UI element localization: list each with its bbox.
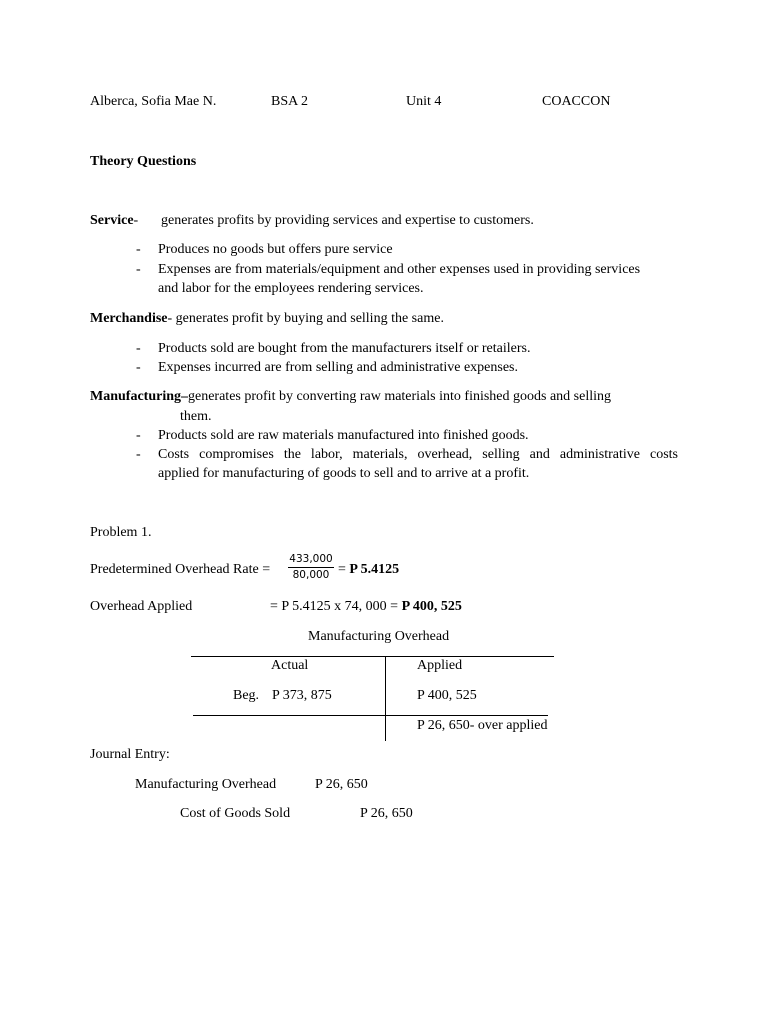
problem-title: Problem 1.	[90, 525, 152, 540]
manufacturing-bullet-1: Products sold are raw materials manufactured into finished goods.	[158, 428, 529, 443]
service-bullet-2-cont: and labor for the employees rendering services.	[158, 281, 424, 296]
overhead-applied-label: Overhead Applied	[90, 599, 193, 614]
t-account-vertical-rule	[385, 656, 386, 741]
t-account-left-value: P 373, 875	[272, 688, 332, 703]
pohr-numerator: 433,000	[289, 553, 333, 565]
service-definition: generates profits by providing services and expertise to customers.	[161, 213, 534, 228]
subject-code: COACCON	[542, 94, 611, 109]
bullet-dash: -	[136, 360, 141, 375]
overhead-applied-result: P 400, 525	[401, 599, 462, 614]
manufacturing-term: Manufacturing–	[90, 389, 188, 404]
pohr-fraction	[288, 553, 334, 582]
bullet-dash: -	[136, 242, 141, 257]
manufacturing-definition: generates profit by converting raw materials into finished goods and selling	[188, 389, 612, 404]
t-account-left-header: Actual	[271, 658, 309, 673]
t-account-balance: P 26, 650- over applied	[417, 718, 548, 733]
service-definition-line	[90, 212, 138, 230]
bullet-dash: -	[136, 428, 141, 443]
service-bullet-2: Expenses are from materials/equipment and other expenses used in providing services	[158, 262, 641, 277]
student-name: Alberca, Sofia Mae N.	[90, 94, 217, 109]
manufacturing-bullet-2: Costs compromises the labor, materials, overhead, selling and administrative costs	[158, 447, 678, 462]
fraction-bar	[288, 567, 334, 568]
journal-debit-account: Manufacturing Overhead	[135, 777, 277, 792]
merchandise-line	[90, 310, 444, 328]
course-section: BSA 2	[271, 94, 308, 109]
t-account-right-value: P 400, 525	[417, 688, 477, 703]
merchandise-bullet-1: Products sold are bought from the manufacturers itself or retailers.	[158, 341, 531, 356]
bullet-dash: -	[136, 262, 141, 277]
pohr-denominator: 80,000	[292, 569, 330, 581]
bullet-dash: -	[136, 447, 141, 462]
pohr-result-line	[338, 561, 399, 579]
merchandise-term: Merchandise	[90, 311, 168, 326]
manufacturing-bullet-2-cont: applied for manufacturing of goods to sell and to arrive at a profit.	[158, 466, 530, 481]
merchandise-bullet-2: Expenses incurred are from selling and administrative expenses.	[158, 360, 518, 375]
bullet-dash: -	[136, 341, 141, 356]
t-account-title: Manufacturing Overhead	[308, 629, 450, 644]
t-account-right-header: Applied	[417, 658, 463, 673]
unit-label: Unit 4	[406, 94, 442, 109]
theory-title: Theory Questions	[90, 154, 197, 169]
t-account-top-rule	[191, 656, 554, 657]
overhead-applied-line	[270, 598, 462, 616]
manufacturing-line	[90, 388, 611, 406]
overhead-applied-calc: = P 5.4125 x 74, 000 =	[270, 599, 399, 614]
merchandise-definition: - generates profit by buying and selling the same.	[167, 311, 444, 326]
journal-debit-amount: P 26, 650	[315, 777, 368, 792]
service-term: Service	[90, 213, 134, 228]
manufacturing-definition-cont: them.	[180, 409, 212, 424]
journal-credit-account: Cost of Goods Sold	[180, 806, 291, 821]
service-separator: -	[133, 213, 139, 228]
pohr-label: Predetermined Overhead Rate =	[90, 562, 271, 577]
t-account-beg-label: Beg.	[233, 688, 260, 703]
service-bullet-1: Produces no goods but offers pure service	[158, 242, 393, 257]
pohr-result: P 5.4125	[349, 562, 400, 577]
pohr-equals: =	[338, 562, 346, 577]
t-account-total-rule	[193, 715, 548, 716]
journal-credit-amount: P 26, 650	[360, 806, 413, 821]
journal-entry-label: Journal Entry:	[90, 747, 170, 762]
